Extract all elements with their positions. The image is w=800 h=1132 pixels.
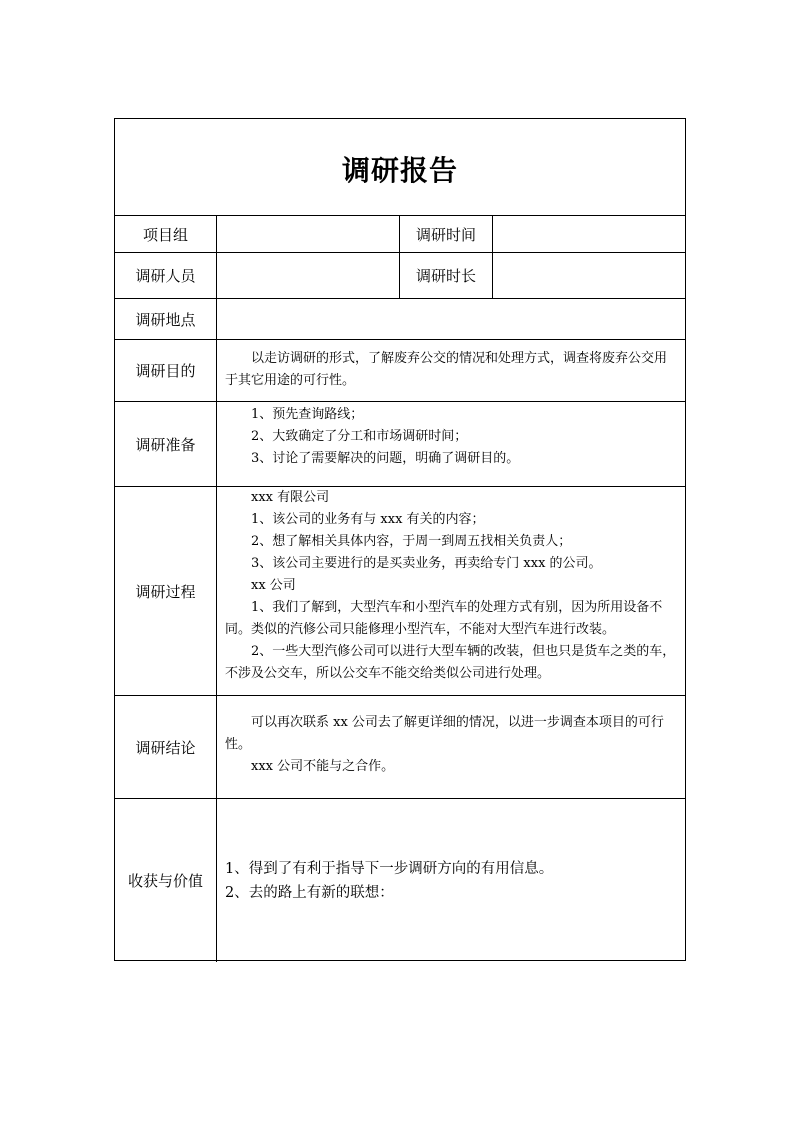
title-row <box>115 119 685 215</box>
label-researchers: 调研人员 <box>115 253 217 298</box>
label-research-time: 调研时间 <box>399 216 493 252</box>
label-harvest: 收获与价值 <box>115 799 217 962</box>
process-line: xxx 有限公司 <box>251 490 330 505</box>
location-field[interactable] <box>217 299 685 339</box>
row-researchers <box>115 252 685 298</box>
process-line: 1、该公司的业务有与 xxx 有关的内容； <box>251 512 485 527</box>
label-research-duration: 调研时长 <box>399 253 493 298</box>
purpose-text: 以走访调研的形式，了解废弃公交的情况和处理方式，调查将废弃公交用于其它用途的可行性。 <box>225 351 668 388</box>
row-preparation <box>115 401 685 486</box>
row-harvest <box>115 798 685 962</box>
harvest-line: 2、去的路上有新的联想： <box>225 884 394 901</box>
row-conclusion <box>115 695 685 798</box>
project-group-field[interactable] <box>217 216 399 252</box>
page-title: 调研报告 <box>341 154 458 187</box>
conclusion-line: xxx 公司不能与之合作。 <box>251 759 395 774</box>
preparation-line: 1、预先查询路线； <box>251 407 364 422</box>
label-project-group: 项目组 <box>115 216 217 252</box>
process-line: 2、想了解相关具体内容，于周一到周五找相关负责人； <box>251 534 572 549</box>
preparation-content <box>217 402 685 486</box>
process-line: 2、一些大型汽修公司可以进行大型车辆的改装，但也只是货车之类的车，不涉及公交车，所以公交车不能交给类似公司进行处理。 <box>225 644 676 681</box>
purpose-content <box>217 340 685 401</box>
conclusion-line: 可以再次联系 xx 公司去了解更详细的情况，以进一步调查本项目的可行性。 <box>225 715 664 752</box>
label-process: 调研过程 <box>115 487 217 695</box>
process-line: 1、我们了解到，大型汽车和小型汽车的处理方式有别，因为所用设备不同。类似的汽修公司只能修理小型汽车，不能对大型汽车进行改装。 <box>225 600 663 637</box>
researchers-field[interactable] <box>217 253 399 298</box>
label-conclusion: 调研结论 <box>115 696 217 798</box>
process-content <box>217 487 685 695</box>
row-process <box>115 486 685 695</box>
research-time-field[interactable] <box>493 216 685 252</box>
row-purpose <box>115 339 685 401</box>
label-location: 调研地点 <box>115 299 217 339</box>
label-purpose: 调研目的 <box>115 340 217 401</box>
harvest-content <box>217 799 685 962</box>
preparation-line: 2、大致确定了分工和市场调研时间； <box>251 429 468 444</box>
research-report-form <box>114 118 686 961</box>
process-line: 3、该公司主要进行的是买卖业务，再卖给专门 xxx 的公司。 <box>251 556 602 571</box>
row-project-group <box>115 215 685 252</box>
preparation-line: 3、讨论了需要解决的问题，明确了调研目的。 <box>251 451 520 466</box>
conclusion-content <box>217 696 685 798</box>
harvest-line: 1、得到了有利于指导下一步调研方向的有用信息。 <box>225 860 554 877</box>
research-duration-field[interactable] <box>493 253 685 298</box>
process-line: xx 公司 <box>251 578 296 593</box>
row-location <box>115 298 685 339</box>
label-preparation: 调研准备 <box>115 402 217 486</box>
